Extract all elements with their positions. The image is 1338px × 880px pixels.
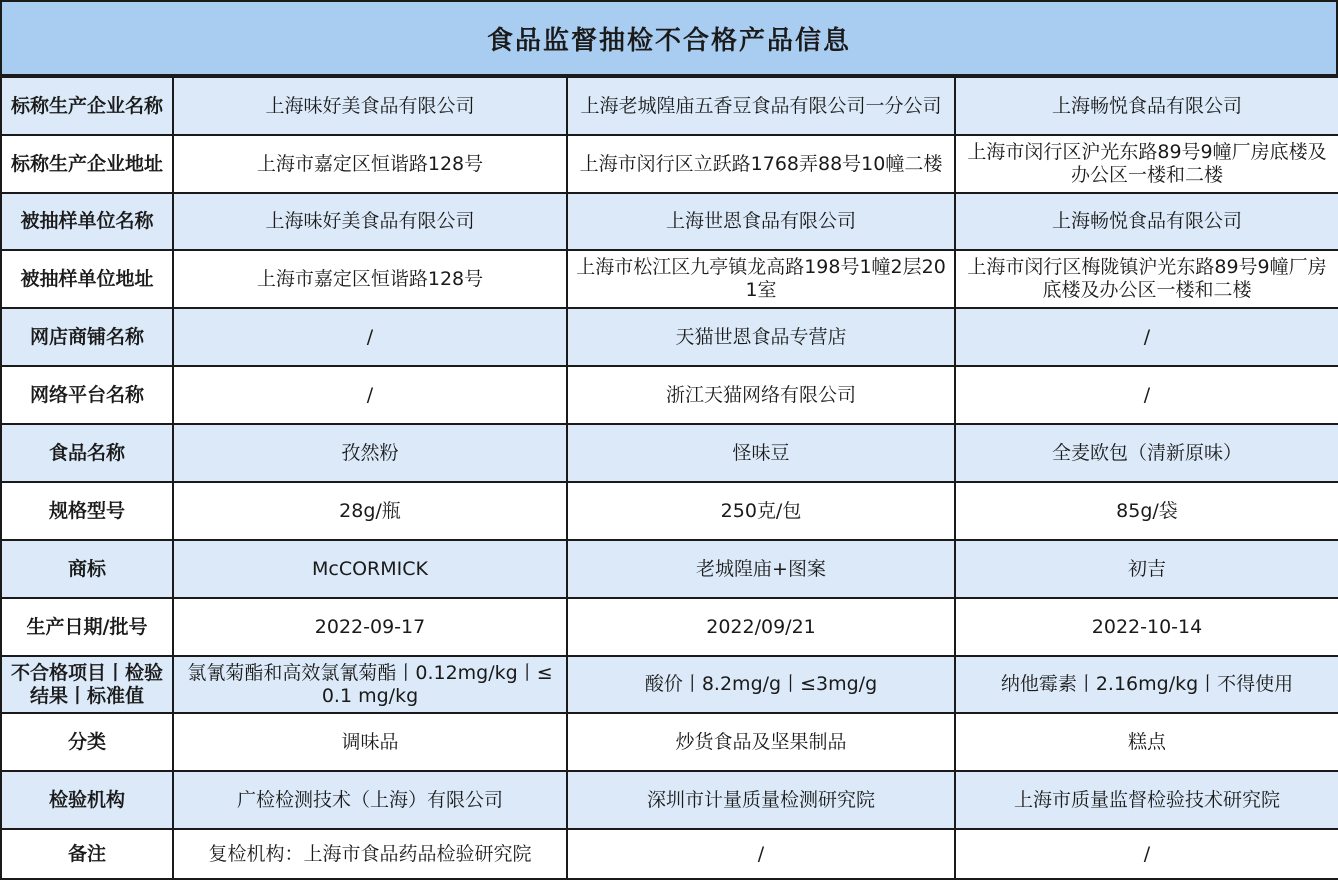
row-label: 网店商铺名称 (1, 308, 173, 366)
table-cell: 2022-09-17 (173, 598, 567, 656)
table-cell: 28g/瓶 (173, 482, 567, 540)
table-cell: 酸价丨8.2mg/g丨≤3mg/g (567, 656, 955, 713)
row-label: 标称生产企业名称 (1, 77, 173, 135)
table-cell: / (567, 829, 955, 879)
table-cell: 上海市嘉定区恒谐路128号 (173, 135, 567, 193)
table-cell: / (955, 366, 1338, 424)
table-cell: 上海味好美食品有限公司 (173, 77, 567, 135)
row-label: 规格型号 (1, 482, 173, 540)
table-cell: 上海市闵行区立跃路1768弄88号10幢二楼 (567, 135, 955, 193)
table-row (1, 366, 1338, 424)
table-cell: 糕点 (955, 713, 1338, 771)
table-cell: 调味品 (173, 713, 567, 771)
row-label: 备注 (1, 829, 173, 879)
table-cell: / (173, 308, 567, 366)
table-row (1, 424, 1338, 482)
table-cell: 上海市嘉定区恒谐路128号 (173, 250, 567, 308)
row-label: 标称生产企业地址 (1, 135, 173, 193)
table-cell: 炒货食品及坚果制品 (567, 713, 955, 771)
table-row (1, 656, 1338, 713)
table-cell: 上海畅悦食品有限公司 (955, 193, 1338, 250)
table-row (1, 598, 1338, 656)
table-cell: 天猫世恩食品专营店 (567, 308, 955, 366)
row-label: 商标 (1, 540, 173, 598)
table-cell: 上海市松江区九亭镇龙高路198号1幢2层201室 (567, 250, 955, 308)
row-label: 被抽样单位名称 (1, 193, 173, 250)
page-title: 食品监督抽检不合格产品信息 (0, 0, 1338, 76)
table-cell: 上海市闵行区沪光东路89号9幢厂房底楼及办公区一楼和二楼 (955, 135, 1338, 193)
table-row (1, 250, 1338, 308)
table-cell: 全麦欧包（清新原味） (955, 424, 1338, 482)
table-cell: 氯氰菊酯和高效氯氰菊酯丨0.12mg/kg丨≤0.1 mg/kg (173, 656, 567, 713)
table-row (1, 482, 1338, 540)
table-cell: 复检机构：上海市食品药品检验研究院 (173, 829, 567, 879)
row-label: 被抽样单位地址 (1, 250, 173, 308)
table-cell: 初吉 (955, 540, 1338, 598)
table-cell: 怪味豆 (567, 424, 955, 482)
table-cell: / (955, 308, 1338, 366)
row-label: 不合格项目丨检验结果丨标准值 (1, 656, 173, 713)
table-cell: McCORMICK (173, 540, 567, 598)
table-cell: 浙江天猫网络有限公司 (567, 366, 955, 424)
table-cell: 上海老城隍庙五香豆食品有限公司一分公司 (567, 77, 955, 135)
table-cell: 广检检测技术（上海）有限公司 (173, 771, 567, 829)
table-row (1, 308, 1338, 366)
row-label: 检验机构 (1, 771, 173, 829)
table-row (1, 193, 1338, 250)
table-cell: / (173, 366, 567, 424)
table-cell: 孜然粉 (173, 424, 567, 482)
table-row (1, 135, 1338, 193)
table-cell: 上海味好美食品有限公司 (173, 193, 567, 250)
table-cell: 深圳市计量质量检测研究院 (567, 771, 955, 829)
table-cell: 250克/包 (567, 482, 955, 540)
table-cell: 上海世恩食品有限公司 (567, 193, 955, 250)
table-cell: 上海市质量监督检验技术研究院 (955, 771, 1338, 829)
table-cell: 纳他霉素丨2.16mg/kg丨不得使用 (955, 656, 1338, 713)
table-row (1, 713, 1338, 771)
table-cell: 2022-10-14 (955, 598, 1338, 656)
table-row (1, 540, 1338, 598)
table-cell: 老城隍庙+图案 (567, 540, 955, 598)
row-label: 食品名称 (1, 424, 173, 482)
inspection-table (0, 76, 1338, 880)
table-cell: 85g/袋 (955, 482, 1338, 540)
table-cell: 上海畅悦食品有限公司 (955, 77, 1338, 135)
table-cell: / (955, 829, 1338, 879)
table-cell: 2022/09/21 (567, 598, 955, 656)
table-row (1, 77, 1338, 135)
table-row (1, 771, 1338, 829)
row-label: 分类 (1, 713, 173, 771)
row-label: 网络平台名称 (1, 366, 173, 424)
table-cell: 上海市闵行区梅陇镇沪光东路89号9幢厂房底楼及办公区一楼和二楼 (955, 250, 1338, 308)
row-label: 生产日期/批号 (1, 598, 173, 656)
